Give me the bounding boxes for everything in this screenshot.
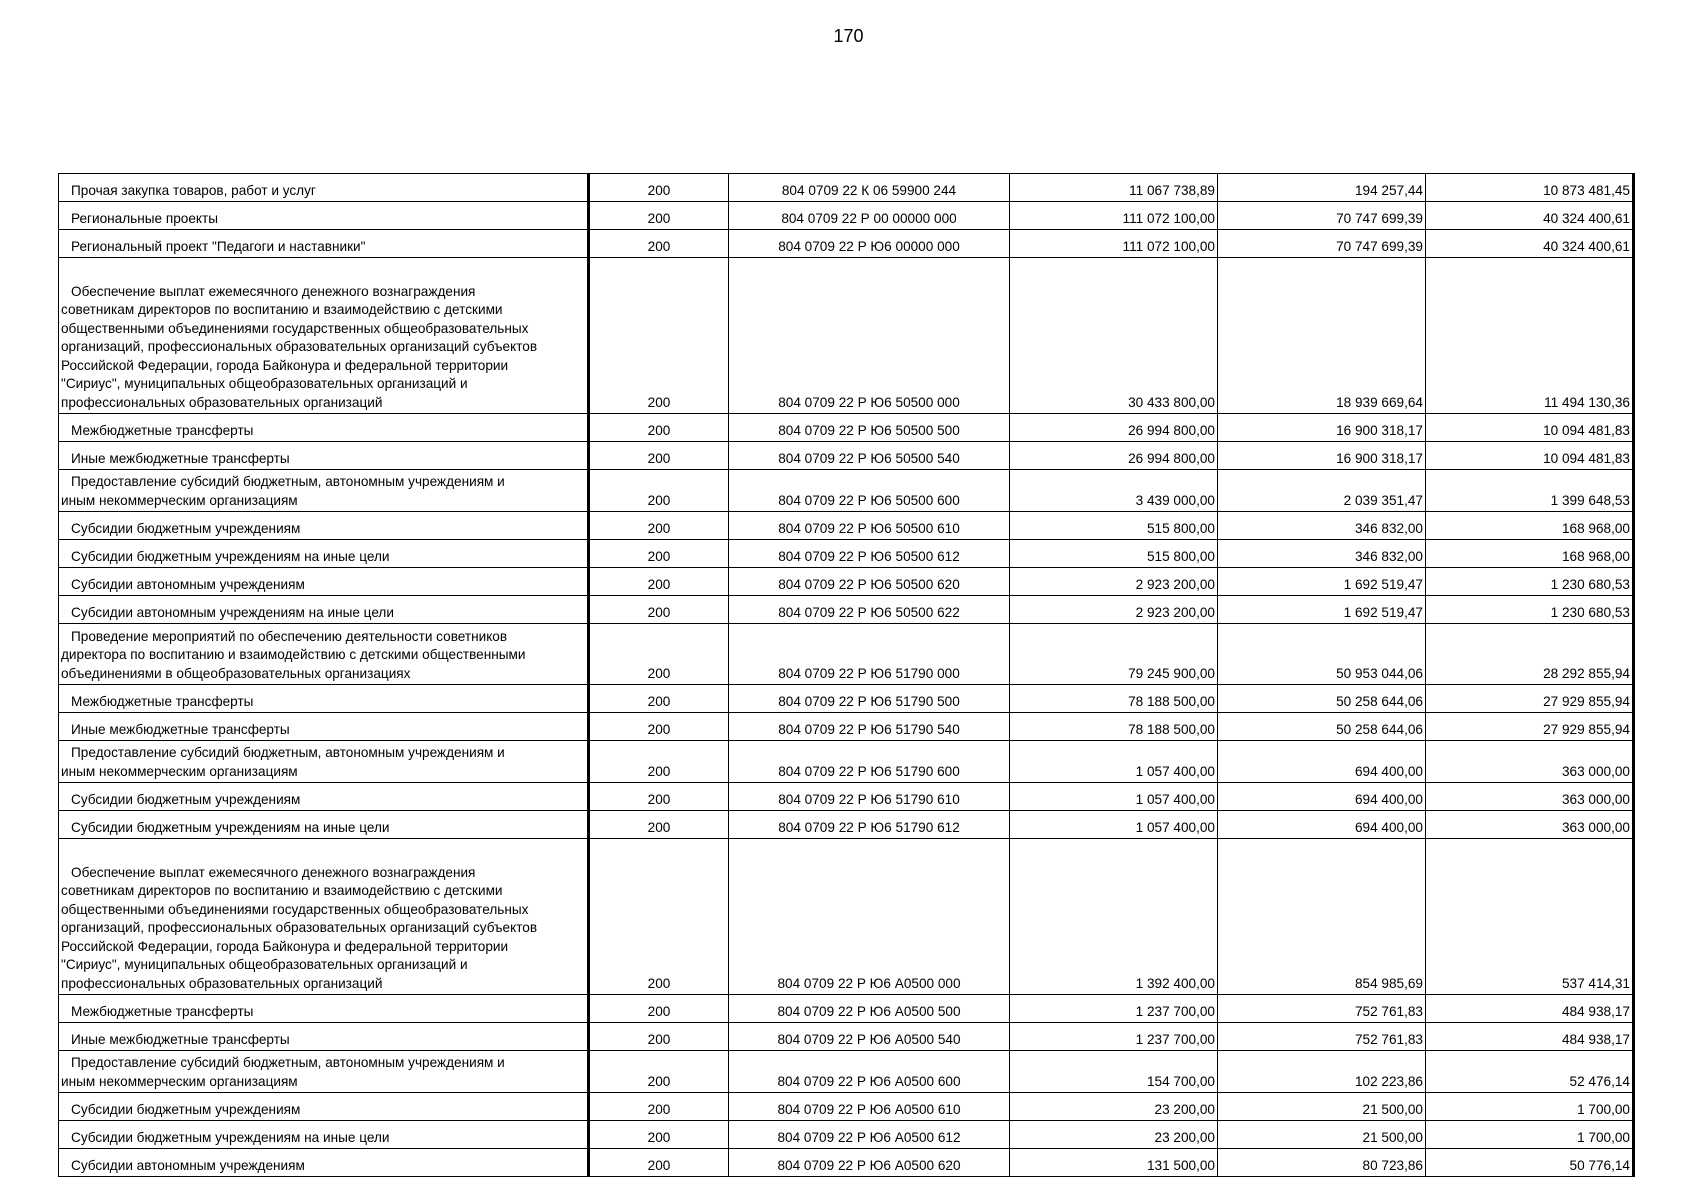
expense-name-cell [59,783,589,811]
executed-amount-cell: 694 400,00 [1218,741,1426,783]
executed-amount-cell: 752 761,83 [1218,995,1426,1023]
classification-code-cell: 804 0709 22 Р Ю6 50500 000 [729,258,1010,414]
admin-code-cell: 200 [589,811,729,839]
executed-amount-cell: 50 258 644,06 [1218,685,1426,713]
approved-amount-cell: 131 500,00 [1010,1149,1218,1177]
expense-name-cell [59,470,589,512]
expense-name-cell [59,713,589,741]
approved-amount-cell: 515 800,00 [1010,540,1218,568]
approved-amount-cell: 26 994 800,00 [1010,414,1218,442]
expense-name-text: Субсидии бюджетным учреждениям на иные цели [71,1129,390,1145]
table-row [59,839,1634,995]
classification-code-cell: 804 0709 22 Р Ю6 50500 620 [729,568,1010,596]
expense-name-text: Субсидии бюджетным учреждениям на иные цели [71,819,390,835]
table-row [59,258,1634,414]
classification-code-cell: 804 0709 22 Р Ю6 А0500 620 [729,1149,1010,1177]
table-row [59,596,1634,624]
approved-amount-cell: 23 200,00 [1010,1093,1218,1121]
approved-amount-cell: 2 923 200,00 [1010,568,1218,596]
classification-code-cell: 804 0709 22 Р Ю6 50500 500 [729,414,1010,442]
classification-code-cell: 804 0709 22 Р Ю6 50500 600 [729,470,1010,512]
budget-table [58,173,1635,1177]
expense-name-cell [59,596,589,624]
classification-code-cell: 804 0709 22 Р Ю6 51790 000 [729,624,1010,685]
expense-name-cell [59,568,589,596]
expense-name-cell [59,512,589,540]
expense-name-text: Региональный проект "Педагоги и наставники" [71,238,366,254]
approved-amount-cell: 78 188 500,00 [1010,685,1218,713]
executed-amount-cell: 50 953 044,06 [1218,624,1426,685]
approved-amount-cell: 1 237 700,00 [1010,995,1218,1023]
executed-amount-cell: 194 257,44 [1218,174,1426,202]
unexecuted-amount-cell: 484 938,17 [1426,995,1634,1023]
unexecuted-amount-cell: 28 292 855,94 [1426,624,1634,685]
expense-name-text: Прочая закупка товаров, работ и услуг [71,182,316,198]
expense-name-cell [59,741,589,783]
table-row [59,174,1634,202]
expense-name-text: Предоставление субсидий бюджетным, автономным учреждениям и иным некоммерческим организациям [61,1055,505,1089]
expense-name-text: Региональные проекты [71,210,218,226]
unexecuted-amount-cell: 168 968,00 [1426,540,1634,568]
admin-code-cell: 200 [589,202,729,230]
admin-code-cell: 200 [589,596,729,624]
expense-name-cell [59,258,589,414]
executed-amount-cell: 50 258 644,06 [1218,713,1426,741]
classification-code-cell: 804 0709 22 Р Ю6 А0500 540 [729,1023,1010,1051]
unexecuted-amount-cell: 1 230 680,53 [1426,596,1634,624]
executed-amount-cell: 694 400,00 [1218,783,1426,811]
admin-code-cell: 200 [589,470,729,512]
table-row [59,1149,1634,1177]
expense-name-text: Иные межбюджетные трансферты [71,450,290,466]
table-row [59,624,1634,685]
classification-code-cell: 804 0709 22 Р Ю6 00000 000 [729,230,1010,258]
approved-amount-cell: 1 057 400,00 [1010,811,1218,839]
budget-table-body [59,174,1634,1177]
approved-amount-cell: 26 994 800,00 [1010,442,1218,470]
classification-code-cell: 804 0709 22 К 06 59900 244 [729,174,1010,202]
unexecuted-amount-cell: 168 968,00 [1426,512,1634,540]
approved-amount-cell: 78 188 500,00 [1010,713,1218,741]
unexecuted-amount-cell: 363 000,00 [1426,783,1634,811]
executed-amount-cell: 102 223,86 [1218,1051,1426,1093]
admin-code-cell: 200 [589,512,729,540]
unexecuted-amount-cell: 50 776,14 [1426,1149,1634,1177]
classification-code-cell: 804 0709 22 Р Ю6 51790 610 [729,783,1010,811]
executed-amount-cell: 70 747 699,39 [1218,230,1426,258]
table-row [59,414,1634,442]
approved-amount-cell: 23 200,00 [1010,1121,1218,1149]
expense-name-text: Обеспечение выплат ежемесячного денежного вознаграждения советникам директоров по воспитанию и взаимодействию с детскими общественными объединениями государственных общеобразовательных организаций, профессиональных образовательных организаций субъектов Российской Федерации, города Байконура и федеральной территории "Сириус", муниципальных общеобразовательных организаций и профессиональных образовательных организаций [61,283,538,410]
admin-code-cell: 200 [589,839,729,995]
expense-name-cell [59,839,589,995]
unexecuted-amount-cell: 40 324 400,61 [1426,202,1634,230]
table-row [59,741,1634,783]
classification-code-cell: 804 0709 22 Р Ю6 51790 612 [729,811,1010,839]
table-row [59,995,1634,1023]
executed-amount-cell: 2 039 351,47 [1218,470,1426,512]
expense-name-text: Межбюджетные трансферты [71,1003,254,1019]
unexecuted-amount-cell: 537 414,31 [1426,839,1634,995]
page-number: 170 [833,26,864,46]
expense-name-text: Предоставление субсидий бюджетным, автономным учреждениям и иным некоммерческим организациям [61,745,505,779]
executed-amount-cell: 694 400,00 [1218,811,1426,839]
approved-amount-cell: 1 392 400,00 [1010,839,1218,995]
table-row [59,1121,1634,1149]
table-row [59,1023,1634,1051]
admin-code-cell: 200 [589,1121,729,1149]
executed-amount-cell: 70 747 699,39 [1218,202,1426,230]
executed-amount-cell: 346 832,00 [1218,512,1426,540]
table-row [59,512,1634,540]
executed-amount-cell: 80 723,86 [1218,1149,1426,1177]
unexecuted-amount-cell: 1 399 648,53 [1426,470,1634,512]
classification-code-cell: 804 0709 22 Р Ю6 50500 622 [729,596,1010,624]
admin-code-cell: 200 [589,685,729,713]
approved-amount-cell: 3 439 000,00 [1010,470,1218,512]
expense-name-cell [59,540,589,568]
admin-code-cell: 200 [589,783,729,811]
expense-name-text: Субсидии бюджетным учреждениям [71,791,301,807]
classification-code-cell: 804 0709 22 Р Ю6 А0500 600 [729,1051,1010,1093]
admin-code-cell: 200 [589,624,729,685]
table-row [59,713,1634,741]
executed-amount-cell: 346 832,00 [1218,540,1426,568]
expense-name-text: Предоставление субсидий бюджетным, автономным учреждениям и иным некоммерческим организациям [61,474,505,508]
approved-amount-cell: 111 072 100,00 [1010,230,1218,258]
expense-name-cell [59,1051,589,1093]
classification-code-cell: 804 0709 22 Р Ю6 50500 610 [729,512,1010,540]
admin-code-cell: 200 [589,1149,729,1177]
unexecuted-amount-cell: 363 000,00 [1426,811,1634,839]
expense-name-text: Иные межбюджетные трансферты [71,721,290,737]
table-row [59,230,1634,258]
expense-name-text: Субсидии автономным учреждениям [71,1157,305,1173]
unexecuted-amount-cell: 27 929 855,94 [1426,713,1634,741]
table-row [59,442,1634,470]
unexecuted-amount-cell: 1 700,00 [1426,1093,1634,1121]
admin-code-cell: 200 [589,258,729,414]
unexecuted-amount-cell: 10 873 481,45 [1426,174,1634,202]
executed-amount-cell: 16 900 318,17 [1218,414,1426,442]
expense-name-text: Субсидии бюджетным учреждениям [71,520,301,536]
approved-amount-cell: 515 800,00 [1010,512,1218,540]
admin-code-cell: 200 [589,1023,729,1051]
expense-name-cell [59,230,589,258]
admin-code-cell: 200 [589,442,729,470]
expense-name-text: Субсидии бюджетным учреждениям на иные цели [71,548,390,564]
expense-name-text: Обеспечение выплат ежемесячного денежного вознаграждения советникам директоров по воспитанию и взаимодействию с детскими общественными объединениями государственных общеобразовательных организаций, профессиональных образовательных организаций субъектов Российской Федерации, города Байконура и федеральной территории "Сириус", муниципальных общеобразовательных организаций и профессиональных образовательных организаций [61,864,538,991]
expense-name-text: Субсидии автономным учреждениям на иные цели [71,604,394,620]
table-row [59,1051,1634,1093]
approved-amount-cell: 1 057 400,00 [1010,741,1218,783]
expense-name-text: Иные межбюджетные трансферты [71,1031,290,1047]
expense-name-cell [59,995,589,1023]
admin-code-cell: 200 [589,741,729,783]
classification-code-cell: 804 0709 22 Р Ю6 50500 540 [729,442,1010,470]
table-row [59,685,1634,713]
classification-code-cell: 804 0709 22 Р Ю6 51790 540 [729,713,1010,741]
admin-code-cell: 200 [589,230,729,258]
approved-amount-cell: 11 067 738,89 [1010,174,1218,202]
table-row [59,1093,1634,1121]
executed-amount-cell: 1 692 519,47 [1218,568,1426,596]
executed-amount-cell: 16 900 318,17 [1218,442,1426,470]
approved-amount-cell: 30 433 800,00 [1010,258,1218,414]
classification-code-cell: 804 0709 22 Р Ю6 51790 600 [729,741,1010,783]
expense-name-text: Субсидии автономным учреждениям [71,576,305,592]
expense-name-text: Субсидии бюджетным учреждениям [71,1101,301,1117]
classification-code-cell: 804 0709 22 Р Ю6 51790 500 [729,685,1010,713]
unexecuted-amount-cell: 1 230 680,53 [1426,568,1634,596]
admin-code-cell: 200 [589,414,729,442]
expense-name-text: Межбюджетные трансферты [71,693,254,709]
executed-amount-cell: 21 500,00 [1218,1121,1426,1149]
expense-name-cell [59,1121,589,1149]
classification-code-cell: 804 0709 22 Р Ю6 А0500 612 [729,1121,1010,1149]
expense-name-cell [59,414,589,442]
expense-name-cell [59,1023,589,1051]
expense-name-text: Проведение мероприятий по обеспечению деятельности советников директора по воспитанию и взаимодействию с детскими общественными объединениями в общеобразовательных организациях [61,628,526,681]
admin-code-cell: 200 [589,995,729,1023]
unexecuted-amount-cell: 40 324 400,61 [1426,230,1634,258]
expense-name-text: Межбюджетные трансферты [71,422,254,438]
expense-name-cell [59,685,589,713]
unexecuted-amount-cell: 10 094 481,83 [1426,414,1634,442]
approved-amount-cell: 154 700,00 [1010,1051,1218,1093]
unexecuted-amount-cell: 363 000,00 [1426,741,1634,783]
unexecuted-amount-cell: 10 094 481,83 [1426,442,1634,470]
approved-amount-cell: 1 237 700,00 [1010,1023,1218,1051]
table-row [59,568,1634,596]
expense-name-cell [59,442,589,470]
table-row [59,202,1634,230]
admin-code-cell: 200 [589,1051,729,1093]
executed-amount-cell: 21 500,00 [1218,1093,1426,1121]
executed-amount-cell: 18 939 669,64 [1218,258,1426,414]
classification-code-cell: 804 0709 22 Р Ю6 А0500 610 [729,1093,1010,1121]
approved-amount-cell: 1 057 400,00 [1010,783,1218,811]
expense-name-cell [59,202,589,230]
admin-code-cell: 200 [589,174,729,202]
classification-code-cell: 804 0709 22 Р Ю6 А0500 500 [729,995,1010,1023]
expense-name-cell [59,1093,589,1121]
admin-code-cell: 200 [589,540,729,568]
unexecuted-amount-cell: 484 938,17 [1426,1023,1634,1051]
classification-code-cell: 804 0709 22 Р Ю6 50500 612 [729,540,1010,568]
admin-code-cell: 200 [589,568,729,596]
table-row [59,470,1634,512]
unexecuted-amount-cell: 1 700,00 [1426,1121,1634,1149]
executed-amount-cell: 854 985,69 [1218,839,1426,995]
approved-amount-cell: 111 072 100,00 [1010,202,1218,230]
unexecuted-amount-cell: 11 494 130,36 [1426,258,1634,414]
admin-code-cell: 200 [589,1093,729,1121]
executed-amount-cell: 1 692 519,47 [1218,596,1426,624]
classification-code-cell: 804 0709 22 Р Ю6 А0500 000 [729,839,1010,995]
table-row [59,783,1634,811]
classification-code-cell: 804 0709 22 Р 00 00000 000 [729,202,1010,230]
admin-code-cell: 200 [589,713,729,741]
approved-amount-cell: 79 245 900,00 [1010,624,1218,685]
expense-name-cell [59,624,589,685]
expense-name-cell [59,174,589,202]
unexecuted-amount-cell: 52 476,14 [1426,1051,1634,1093]
unexecuted-amount-cell: 27 929 855,94 [1426,685,1634,713]
table-row [59,540,1634,568]
executed-amount-cell: 752 761,83 [1218,1023,1426,1051]
expense-name-cell [59,811,589,839]
approved-amount-cell: 2 923 200,00 [1010,596,1218,624]
table-row [59,811,1634,839]
expense-name-cell [59,1149,589,1177]
